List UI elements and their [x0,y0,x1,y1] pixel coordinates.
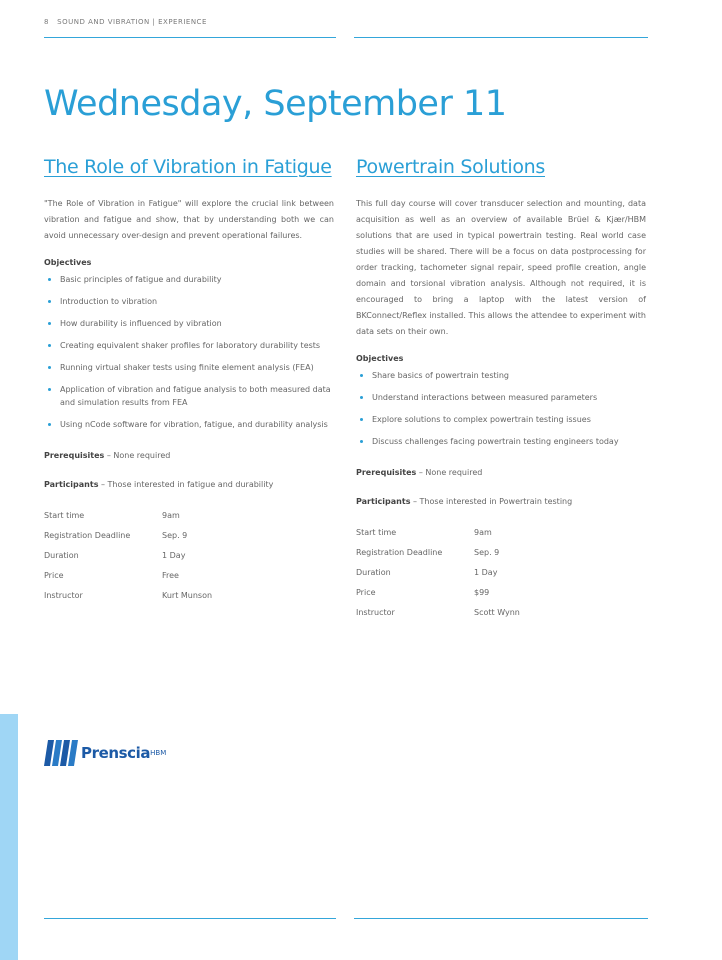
prerequisites: Prerequisites – None required [44,451,171,460]
objectives-label: Objectives [44,258,92,267]
participants-label: Participants [44,480,99,489]
course-description: This full day course will cover transducer selection and mounting, data acquisition as well as an overview of available Brüel & Kjær/HBM solutions that are used in typical powertrain testing. Real world case studies will be shared. There will be a focus on data postprocessing for order tracking, tachometer signal repair, speed profile creation, angle domain and torsional vibration analysis. Although not required, it is encouraged to bring a laptop with the latest version of BKConnect/Reflex installed. This allows the attendee to experiment with data sets on their own. [356,199,646,336]
participants-label: Participants [356,497,411,506]
table-row: Start time 9am [44,510,180,520]
objectives-list [356,369,646,448]
participants: Participants – Those interested in fatigue and durability [44,480,274,489]
side-accent-bar [0,714,18,960]
course-heading: Powertrain Solutions [356,156,546,178]
logo-suffix: HBM [150,749,167,757]
course-description: "The Role of Vibration in Fatigue" will explore the crucial link between vibration and fatigue and show, that by understanding both we can avoid unnecessary over-design and prevent operational failures. [44,199,334,240]
prerequisites-label: Prerequisites [356,468,417,477]
table-row: Instructor Scott Wynn [356,607,520,617]
list-item: • Creating equivalent shaker profiles for laboratory durability tests [60,339,334,352]
list-item: • Share basics of powertrain testing [372,369,646,382]
prerequisites-label: Prerequisites [44,451,105,460]
list-item: • Running virtual shaker tests using finite element analysis (FEA) [60,361,334,374]
prerequisites-value: None required [113,451,171,460]
footer-rule-right [354,918,648,919]
course-powertrain-solutions [356,156,646,626]
course-details [44,509,212,609]
prerequisites: Prerequisites – None required [356,468,483,477]
participants-value: Those interested in Powertrain testing [419,497,573,506]
list-item: • Introduction to vibration [60,295,334,308]
list-item: • Explore solutions to complex powertrain testing issues [372,413,646,426]
table-row: Instructor Kurt Munson [44,590,213,600]
table-row: Price Free [44,570,179,580]
list-item: • How durability is influenced by vibration [60,317,334,330]
table-row: Registration Deadline Sep. 9 [44,530,188,540]
header-rule-right [354,37,648,38]
logo-wordmark: Prenscia [81,744,151,762]
course-details [356,526,520,626]
table-row: Registration Deadline Sep. 9 [356,547,500,557]
list-item: • Using nCode software for vibration, fatigue, and durability analysis [60,418,334,431]
header-rule-left [44,37,336,38]
table-row: Duration 1 Day [356,567,498,577]
running-header [44,18,207,26]
list-item: • Application of vibration and fatigue analysis to both measured data and simulation results from FEA [60,383,334,409]
prenscia-logo [44,740,166,766]
list-item: • Basic principles of fatigue and durability [60,273,334,286]
course-heading: The Role of Vibration in Fatigue [44,156,332,178]
section-label: SOUND AND VIBRATION | EXPERIENCE [57,18,207,26]
course-role-of-vibration [44,156,334,609]
objectives-list [44,273,334,431]
page-title: Wednesday, September 11 [44,84,507,124]
table-row: Duration 1 Day [44,550,186,560]
list-item: • Understand interactions between measured parameters [372,391,646,404]
participants: Participants – Those interested in Powertrain testing [356,497,573,506]
prerequisites-value: None required [425,468,483,477]
participants-value: Those interested in fatigue and durability [107,480,274,489]
objectives-label: Objectives [356,354,404,363]
table-row: Start time 9am [356,527,492,537]
page-number: 8 [44,18,49,26]
table-row: Price $99 [356,587,490,597]
list-item: • Discuss challenges facing powertrain testing engineers today [372,435,646,448]
prenscia-mark-icon [44,740,78,766]
footer-rule-left [44,918,336,919]
